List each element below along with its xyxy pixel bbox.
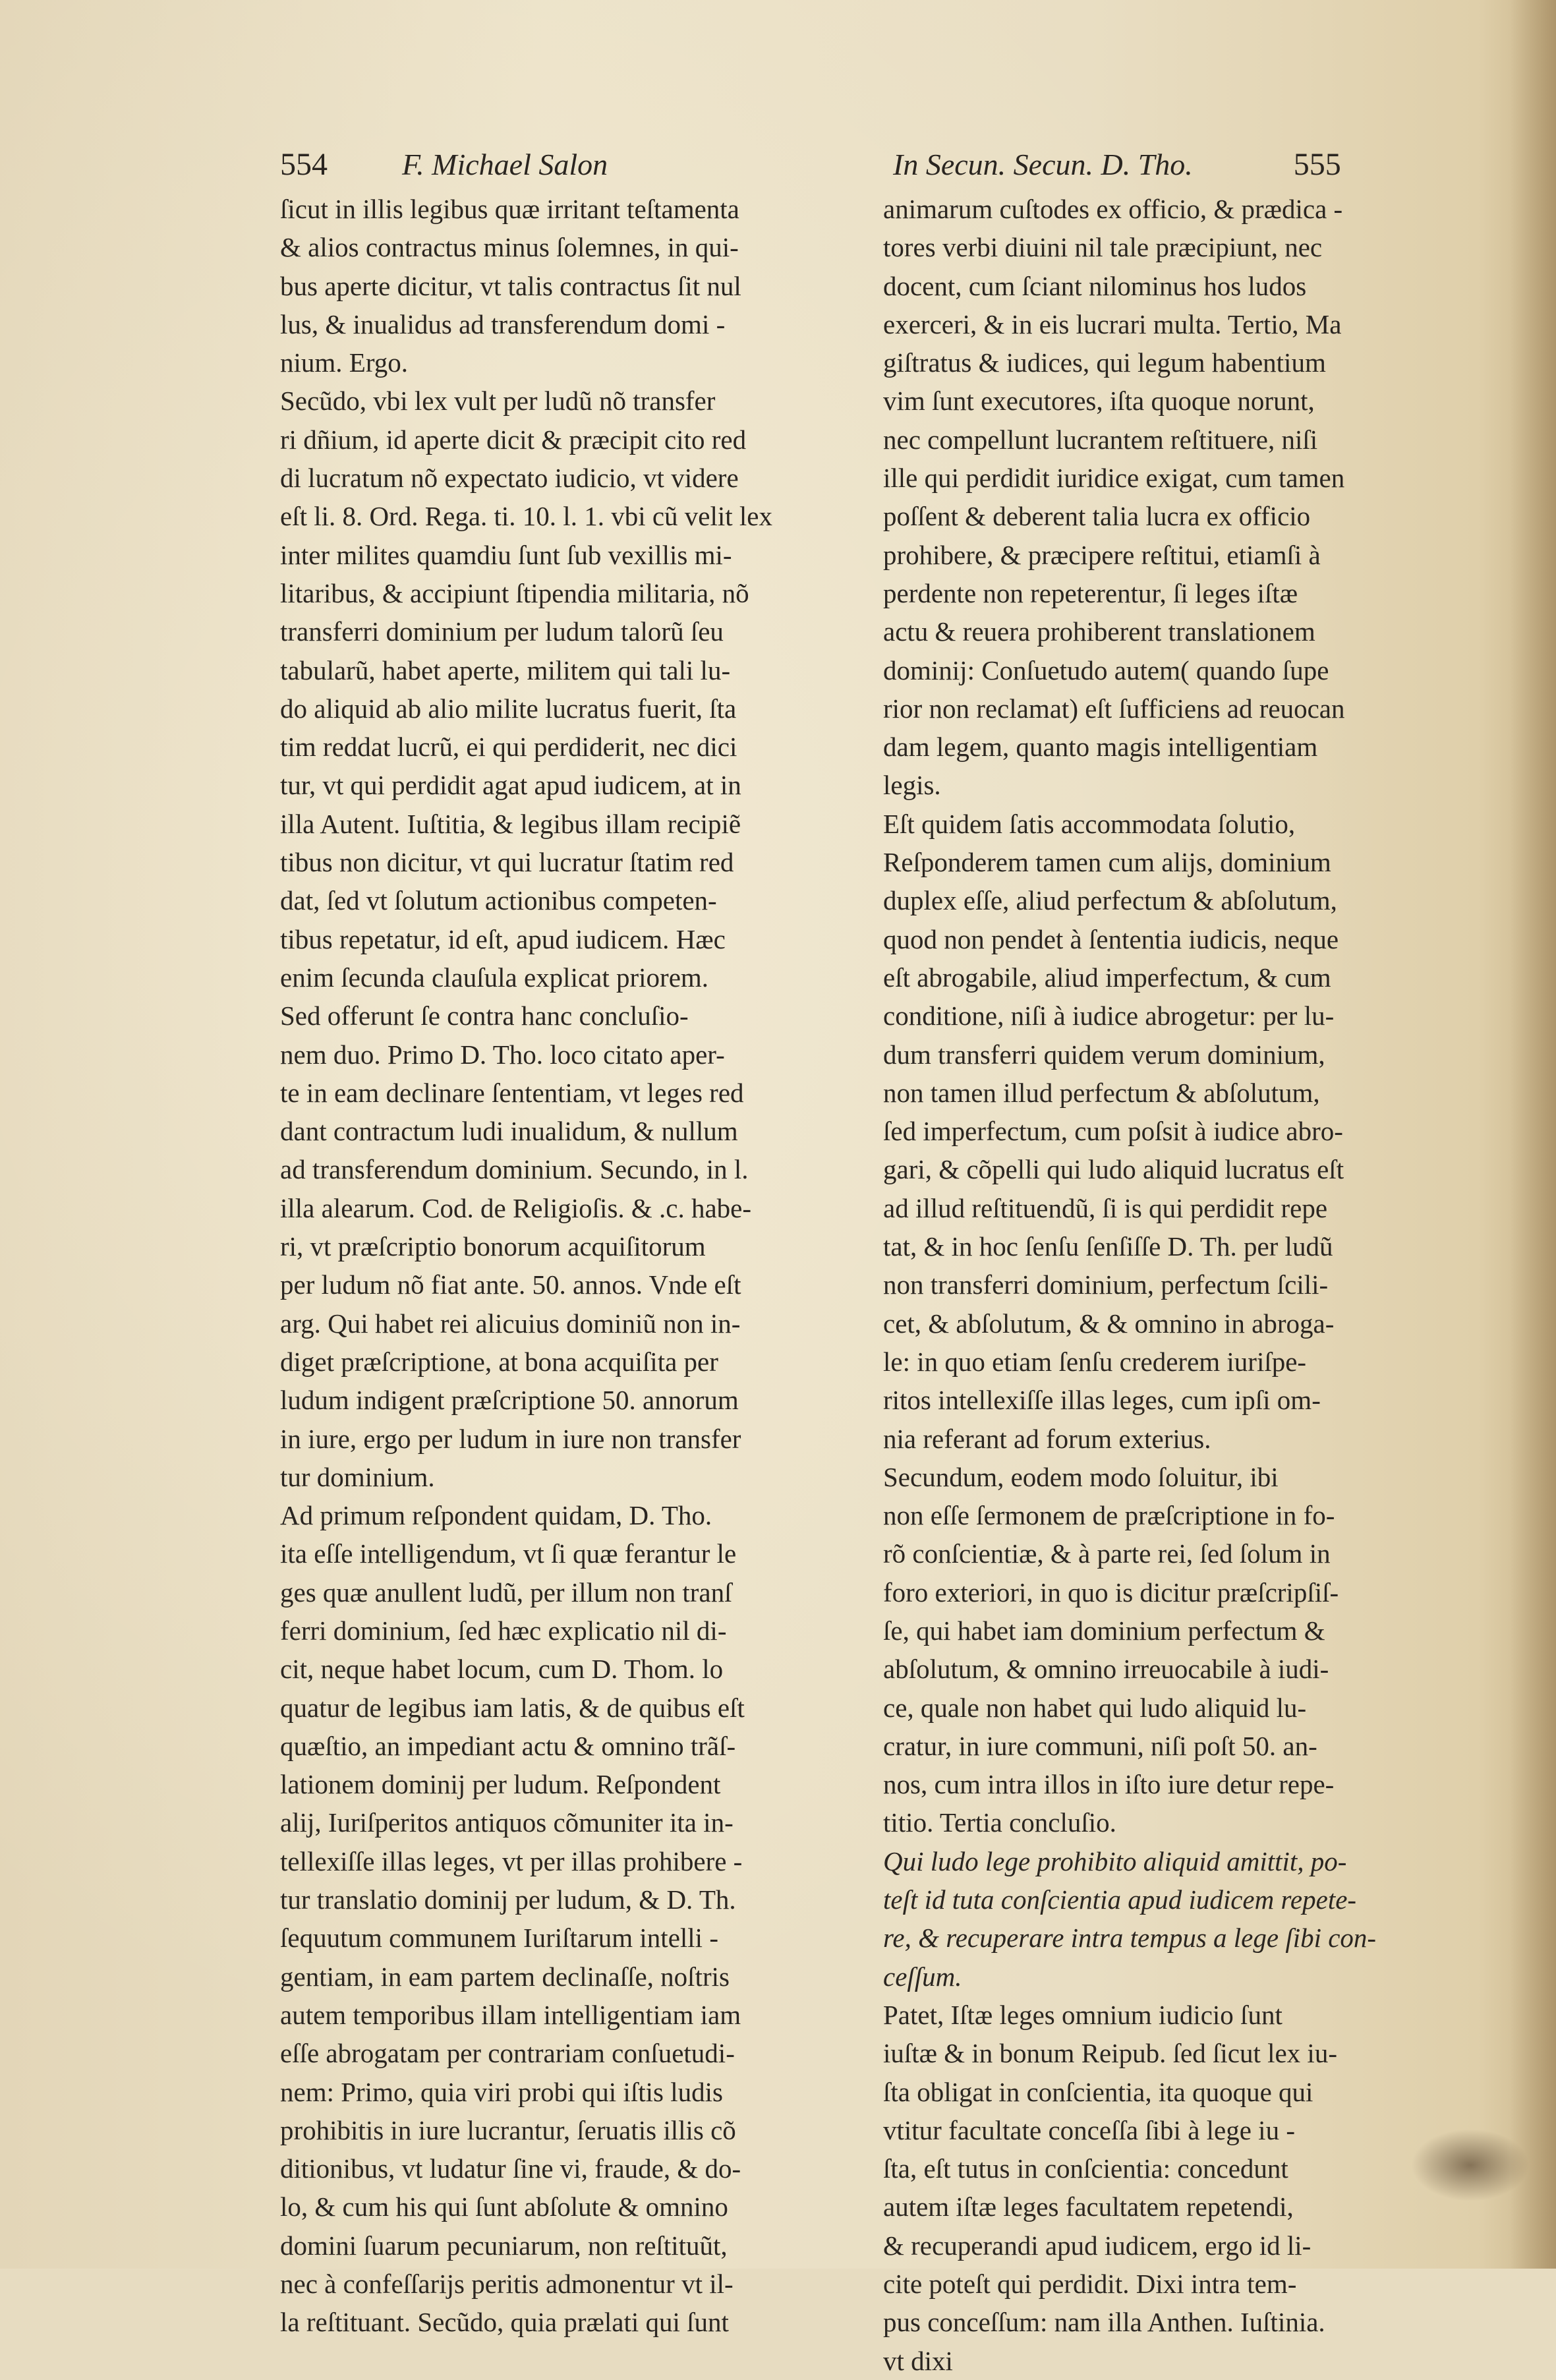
text-line: ferri dominium, ſed hæc explicatio nil di- bbox=[280, 1615, 727, 1646]
text-line: actu & reuera prohiberent translationem bbox=[883, 616, 1315, 647]
text-line: prohibitis in iure lucrantur, ſeruatis illis cõ bbox=[280, 2114, 736, 2145]
text-line: ceſſum. bbox=[883, 1961, 962, 1992]
text-line: vtitur facultate conceſſa ſibi à lege iu - bbox=[883, 2114, 1295, 2145]
text-line: gari, & cõpelli qui ludo aliquid lucratus eſt bbox=[883, 1154, 1344, 1185]
text-line: exerceri, & in eis lucrari multa. Tertio, Ma bbox=[883, 308, 1342, 339]
text-line: alij, Iuriſperitos antiquos cõmuniter ita in- bbox=[280, 1807, 734, 1838]
text-line: la reſtituant. Secũdo, quia prælati qui ſunt bbox=[280, 2307, 729, 2338]
text-line: inter milites quamdiu ſunt ſub vexillis mi- bbox=[280, 539, 732, 570]
text-line: Ad primum reſpondent quidam, D. Tho. bbox=[280, 1500, 712, 1531]
text-line: vt dixi bbox=[883, 2345, 953, 2376]
text-line: Sed offerunt ſe contra hanc concluſio- bbox=[280, 1001, 689, 1031]
text-line: non transferri dominium, perfectum ſcili- bbox=[883, 1269, 1329, 1300]
text-line: ce, quale non habet qui ludo aliquid lu- bbox=[883, 1692, 1307, 1723]
right-header bbox=[893, 146, 1341, 183]
text-line: le: in quo etiam ſenſu crederem iuriſpe- bbox=[883, 1346, 1307, 1377]
page-edge-shadow bbox=[1510, 0, 1556, 2269]
text-line: nem: Primo, quia viri probi qui iſtis ludis bbox=[280, 2076, 723, 2107]
text-line: quæſtio, an impediant actu & omnino trãſ- bbox=[280, 1730, 736, 1761]
text-line: tim reddat lucrũ, ei qui perdiderit, nec dici bbox=[280, 732, 737, 763]
text-line: lus, & inualidus ad transferendum domi - bbox=[280, 308, 726, 339]
text-line: illa alearum. Cod. de Religioſis. & .c. habe- bbox=[280, 1192, 752, 1223]
text-line: lo, & cum his qui ſunt abſolute & omnino bbox=[280, 2191, 728, 2222]
text-line: dant contractum ludi inualidum, & nullum bbox=[280, 1116, 738, 1147]
text-line: ges quæ anullent ludũ, per illum non tranſ bbox=[280, 1577, 732, 1608]
text-line: gentiam, in eam partem declinaſſe, noſtris bbox=[280, 1961, 730, 1992]
text-line: ri dñium, id aperte dicit & præcipit cito red bbox=[280, 424, 747, 455]
text-line: eſt abrogabile, aliud imperfectum, & cum bbox=[883, 962, 1331, 993]
text-line: cite poteſt qui perdidit. Dixi intra tem- bbox=[883, 2269, 1297, 2300]
text-line: autem temporibus illam intelligentiam iam bbox=[280, 1999, 741, 2030]
text-line: per ludum nõ fiat ante. 50. annos. Vnde eſt bbox=[280, 1269, 741, 1300]
text-line: illa Autent. Iuſtitia, & legibus illam recipiẽ bbox=[280, 808, 741, 839]
text-line: cratur, in iure communi, niſi poſt 50. an- bbox=[883, 1730, 1317, 1761]
left-header bbox=[280, 146, 608, 183]
right-running-title: In Secun. Secun. D. Tho. bbox=[893, 148, 1193, 181]
text-line: conditione, niſi à iudice abrogetur: per lu- bbox=[883, 1001, 1335, 1031]
text-line: nec compellunt lucrantem reſtituere, niſi bbox=[883, 424, 1318, 455]
text-line: docent, cum ſciant nilominus hos ludos bbox=[883, 270, 1307, 301]
text-line: teſt id tuta conſcientia apud iudicem repete- bbox=[883, 1884, 1357, 1915]
text-line: tur, vt qui perdidit agat apud iudicem, at in bbox=[280, 770, 741, 801]
text-line: vim ſunt executores, iſta quoque norunt, bbox=[883, 386, 1315, 417]
text-line: ludum indigent præſcriptione 50. annorum bbox=[280, 1385, 739, 1416]
text-line: ſe, qui habet iam dominium perfectum & bbox=[883, 1615, 1325, 1646]
text-line: giſtratus & iudices, qui legum habentium bbox=[883, 347, 1326, 378]
text-line: rõ conſcientiæ, & à parte rei, ſed ſolum in bbox=[883, 1538, 1331, 1569]
text-line: tabularũ, habet aperte, militem qui tali lu- bbox=[280, 654, 731, 685]
left-running-title: F. Michael Salon bbox=[402, 148, 608, 181]
text-line: perdente non repeterentur, ſi leges iſtæ bbox=[883, 577, 1298, 608]
text-line: cit, neque habet locum, cum D. Thom. lo bbox=[280, 1654, 724, 1685]
text-line: Eſt quidem ſatis accommodata ſolutio, bbox=[883, 808, 1296, 839]
text-line: Patet, Iſtæ leges omnium iudicio ſunt bbox=[883, 1999, 1282, 2030]
text-line: dum transferri quidem verum dominium, bbox=[883, 1039, 1325, 1070]
text-line: Secundum, eodem modo ſoluitur, ibi bbox=[883, 1461, 1279, 1492]
text-line: non tamen illud perfectum & abſolutum, bbox=[883, 1077, 1320, 1108]
text-line: Secũdo, vbi lex vult per ludũ nõ transfer bbox=[280, 386, 716, 417]
text-line: dam legem, quanto magis intelligentiam bbox=[883, 732, 1318, 763]
text-line: rior non reclamat) eſt ſufficiens ad reuocan bbox=[883, 693, 1345, 724]
text-line: nos, cum intra illos in iſto iure detur repe- bbox=[883, 1769, 1335, 1800]
text-line: non eſſe ſermonem de præſcriptione in fo- bbox=[883, 1500, 1335, 1531]
text-line: legis. bbox=[883, 770, 941, 801]
text-line: nium. Ergo. bbox=[280, 347, 408, 378]
text-line: tores verbi diuini nil tale præcipiunt, nec bbox=[883, 232, 1323, 263]
text-line: quod non pendet à ſententia iudicis, neque bbox=[883, 923, 1339, 954]
text-line: quatur de legibus iam latis, & de quibus eſt bbox=[280, 1692, 745, 1723]
text-line: & alios contractus minus ſolemnes, in qui- bbox=[280, 232, 739, 263]
text-line: poſſent & deberent talia lucra ex officio bbox=[883, 501, 1311, 532]
text-line: enim ſecunda clauſula explicat priorem. bbox=[280, 962, 709, 993]
text-line: duplex eſſe, aliud perfectum & abſolutum, bbox=[883, 885, 1337, 916]
text-line: bus aperte dicitur, vt talis contractus ſit nul bbox=[280, 270, 741, 301]
text-line: tur translatio dominij per ludum, & D. Th. bbox=[280, 1884, 736, 1915]
text-line: in iure, ergo per ludum in iure non transfer bbox=[280, 1423, 741, 1454]
text-line: nec à confeſſarijs peritis admonentur vt il- bbox=[280, 2269, 734, 2300]
text-line: dat, ſed vt ſolutum actionibus competen- bbox=[280, 885, 717, 916]
text-line: & recuperandi apud iudicem, ergo id li- bbox=[883, 2230, 1311, 2261]
right-page-number: 555 bbox=[1293, 147, 1341, 182]
text-line: foro exteriori, in quo is dicitur præſcripſiſ- bbox=[883, 1577, 1339, 1608]
text-line: nia referant ad forum exterius. bbox=[883, 1423, 1211, 1454]
text-line: ſicut in illis legibus quæ irritant teſtamenta bbox=[280, 194, 739, 224]
text-line: Reſponderem tamen cum alijs, dominium bbox=[883, 847, 1331, 878]
text-line: eſſe abrogatam per contrariam conſuetudi- bbox=[280, 2038, 735, 2069]
text-line: do aliquid ab alio milite lucratus fuerit, ſta bbox=[280, 693, 737, 724]
text-line: re, & recuperare intra tempus a lege ſibi con- bbox=[883, 1923, 1377, 1954]
text-line: transferri dominium per ludum talorũ ſeu bbox=[280, 616, 724, 647]
text-line: ita eſſe intelligendum, vt ſi quæ ferantur le bbox=[280, 1538, 737, 1569]
text-line: titio. Tertia concluſio. bbox=[883, 1807, 1116, 1838]
text-line: ſequutum communem Iuriſtarum intelli - bbox=[280, 1923, 718, 1954]
text-line: tat, & in hoc ſenſu ſenſiſſe D. Th. per ludũ bbox=[883, 1231, 1333, 1262]
text-line: ille qui perdidit iuridice exigat, cum tamen bbox=[883, 463, 1345, 494]
text-line: ritos intellexiſſe illas leges, cum ipſi om- bbox=[883, 1385, 1321, 1416]
text-line: abſolutum, & omnino irreuocabile à iudi- bbox=[883, 1654, 1329, 1685]
text-line: pus conceſſum: nam illa Anthen. Iuſtinia. bbox=[883, 2307, 1325, 2338]
left-text-column bbox=[280, 190, 853, 2342]
text-line: te in eam declinare ſententiam, vt leges red bbox=[280, 1077, 744, 1108]
text-line: dominij: Conſuetudo autem( quando ſupe bbox=[883, 654, 1329, 685]
text-line: tibus non dicitur, vt qui lucratur ſtatim red bbox=[280, 847, 734, 878]
text-line: litaribus, & accipiunt ſtipendia militaria, nõ bbox=[280, 577, 749, 608]
text-line: domini ſuarum pecuniarum, non reſtituũt, bbox=[280, 2230, 728, 2261]
text-line: ſed imperfectum, cum poſsit à iudice abro- bbox=[883, 1116, 1343, 1147]
text-line: diget præſcriptione, at bona acquiſita per bbox=[280, 1346, 718, 1377]
text-line: animarum cuſtodes ex officio, & prædica - bbox=[883, 194, 1343, 224]
text-line: ad transferendum dominium. Secundo, in l. bbox=[280, 1154, 749, 1185]
left-page-number: 554 bbox=[280, 147, 328, 182]
right-text-column bbox=[883, 190, 1456, 2380]
text-line: autem iſtæ leges facultatem repetendi, bbox=[883, 2191, 1294, 2222]
text-line: arg. Qui habet rei alicuius dominiũ non in- bbox=[280, 1308, 741, 1339]
text-line: iuſtæ & in bonum Reipub. ſed ſicut lex iu- bbox=[883, 2038, 1337, 2069]
text-line: ad illud reſtituendũ, ſi is qui perdidit repe bbox=[883, 1192, 1328, 1223]
text-line: eſt li. 8. Ord. Rega. ti. 10. l. 1. vbi cũ velit lex bbox=[280, 501, 772, 532]
text-line: nem duo. Primo D. Tho. loco citato aper- bbox=[280, 1039, 725, 1070]
text-line: ditionibus, vt ludatur ſine vi, fraude, & do- bbox=[280, 2153, 741, 2184]
text-line: tur dominium. bbox=[280, 1461, 435, 1492]
text-line: ſta, eſt tutus in conſcientia: concedunt bbox=[883, 2153, 1288, 2184]
text-line: ri, vt præſcriptio bonorum acquiſitorum bbox=[280, 1231, 706, 1262]
text-line: prohibere, & præcipere reſtitui, etiamſi à bbox=[883, 539, 1321, 570]
text-line: lationem dominij per ludum. Reſpondent bbox=[280, 1769, 721, 1800]
text-line: di lucratum nõ expectato iudicio, vt videre bbox=[280, 463, 739, 494]
text-line: tibus repetatur, id eſt, apud iudicem. Hæc bbox=[280, 923, 726, 954]
text-line: tellexiſſe illas leges, vt per illas prohibere - bbox=[280, 1845, 743, 1876]
text-line: Qui ludo lege prohibito aliquid amittit, po- bbox=[883, 1845, 1347, 1876]
text-line: ſta obligat in conſcientia, ita quoque qui bbox=[883, 2076, 1313, 2107]
text-line: cet, & abſolutum, & & omnino in abroga- bbox=[883, 1308, 1335, 1339]
